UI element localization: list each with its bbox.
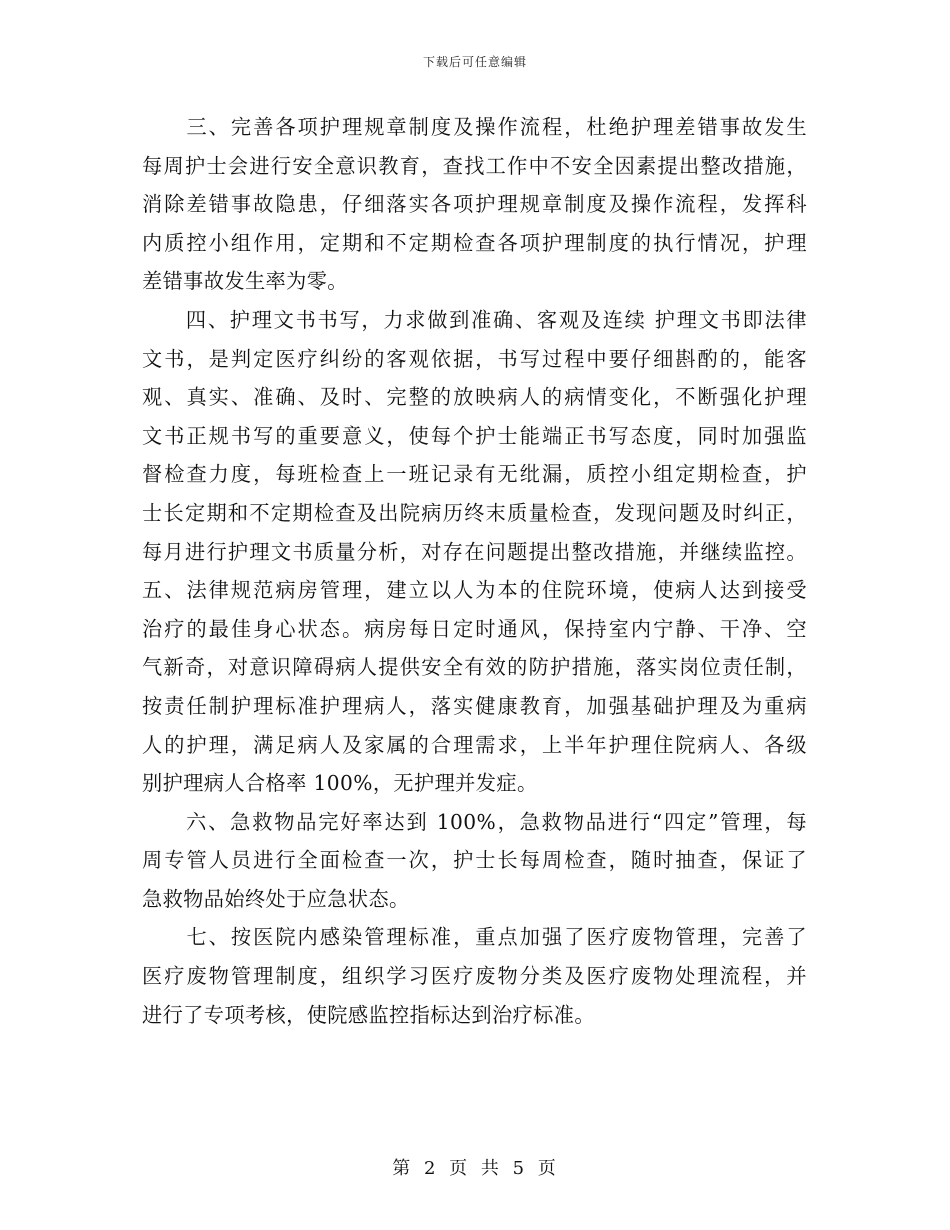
text-line: 士长定期和不定期检查及出院病历终末质量检查，发现问题及时纠正， — [142, 500, 807, 525]
text-line: 周专管人员进行全面检查一次，护士长每周检查，随时抽查，保证了 — [142, 848, 807, 873]
text-line: 治疗的最佳身心状态。病房每日定时通风，保持室内宁静、干净、空 — [142, 616, 807, 641]
text-line: 气新奇，对意识障碍病人提供安全有效的防护措施，落实岗位责任制， — [142, 655, 807, 680]
text-line: 文书，是判定医疗纠纷的客观依据，书写过程中要仔细斟酌的，能客 — [142, 346, 807, 371]
text-line: 四、护理文书书写，力求做到准确、客观及连续 护理文书即法律 — [142, 307, 807, 332]
page-header: 下载后可任意编辑 — [422, 55, 527, 69]
text-line: 按责任制护理标准护理病人，落实健康教育，加强基础护理及为重病 — [142, 693, 807, 718]
text-line: 急救物品始终处于应急状态。 — [142, 886, 410, 911]
text-line: 进行了专项考核，使院感监控指标达到治疗标准。 — [142, 1002, 595, 1027]
text-line: 三、完善各项护理规章制度及操作流程，杜绝护理差错事故发生 — [142, 115, 807, 139]
text-line: 每周护士会进行安全意识教育，查找工作中不安全因素提出整改措施， — [142, 153, 807, 178]
text-line: 五、法律规范病房管理，建立以人为本的住院环境，使病人达到接受 — [142, 578, 807, 603]
text-line: 消除差错事故隐患，仔细落实各项护理规章制度及操作流程，发挥科 — [142, 192, 807, 217]
text-line: 内质控小组作用，定期和不定期检查各项护理制度的执行情况，护理 — [142, 230, 807, 255]
text-line: 文书正规书写的重要意义，使每个护士能端正书写态度，同时加强监 — [142, 423, 807, 448]
text-line: 别护理病人合格率 100%，无护理并发症。 — [142, 771, 538, 796]
page-number-footer: 第 2 页 共 5 页 — [392, 1158, 558, 1179]
text-line: 六、急救物品完好率达到 100%，急救物品进行“四定”管理，每 — [142, 809, 807, 834]
text-line: 七、按医院内感染管理标准，重点加强了医疗废物管理，完善了 — [142, 925, 807, 950]
text-line: 每月进行护理文书质量分析，对存在问题提出整改措施，并继续监控。 — [142, 539, 807, 564]
text-line: 人的护理，满足病人及家属的合理需求，上半年护理住院病人、各级 — [142, 732, 807, 757]
text-line: 督检查力度，每班检查上一班记录有无纰漏，质控小组定期检查，护 — [142, 462, 807, 487]
document-body — [142, 108, 807, 1034]
text-line: 医疗废物管理制度，组织学习医疗废物分类及医疗废物处理流程，并 — [142, 964, 807, 989]
text-line: 差错事故发生率为零。 — [142, 269, 348, 294]
text-line: 观、真实、准确、及时、完整的放映病人的病情变化，不断强化护理 — [142, 385, 807, 410]
